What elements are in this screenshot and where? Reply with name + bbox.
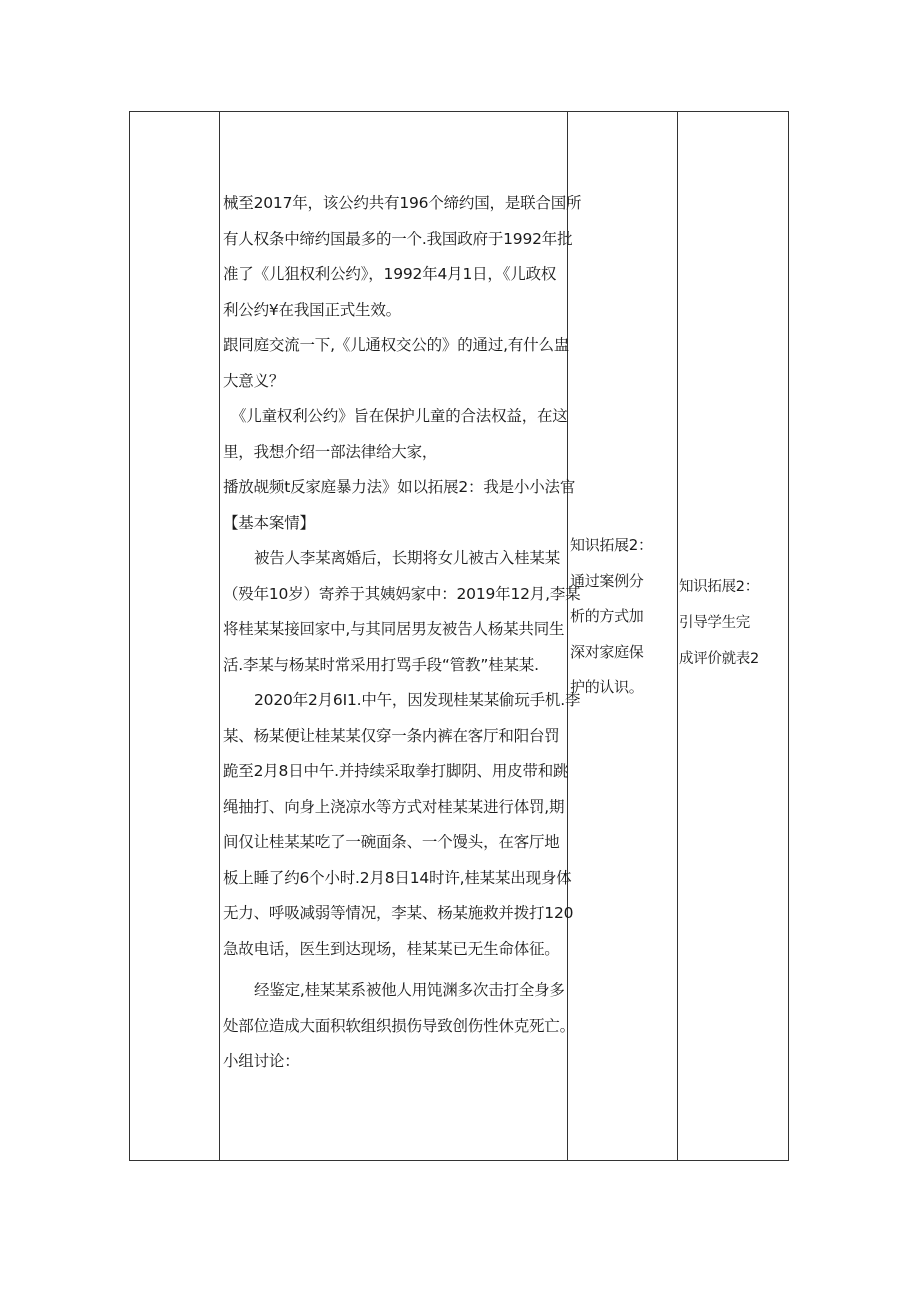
content-line: 利公约¥在我国正式生效。 bbox=[223, 300, 401, 319]
content-line: 大意义？ bbox=[223, 371, 285, 390]
content-line: 间仅让桂某某吃了一碗面条、一个馒头，在客厅地 bbox=[223, 833, 560, 851]
design-intent-cell bbox=[567, 112, 677, 1160]
activity-line: 引导学生完 bbox=[679, 615, 750, 631]
content-line: 被告人李某离婚后，长期将女儿被古入桂某某 bbox=[254, 549, 561, 567]
content-line: 跪至2月8日中午.并持续采取拳打脚阴、用皮带和跳 bbox=[223, 762, 569, 780]
content-line: 2020年2月6I1.中午，因发现桂某某偷玩手机.李 bbox=[254, 691, 581, 709]
intent-line: 护的认识。 bbox=[570, 678, 644, 696]
content-line: 【基本案情】 bbox=[223, 513, 315, 532]
intent-line: 通过案例分 bbox=[570, 571, 644, 590]
content-line: 处部位造成大面积软组织损伤导致创伤性休克死亡。 bbox=[223, 1016, 575, 1035]
content-line: 活.李某与杨某时常采用打骂手段“管教”桂某某. bbox=[223, 655, 539, 674]
content-line: 准了《儿狙权利公约》，1992年4月1日，《儿政权 bbox=[223, 265, 557, 283]
content-line: 急故电话，医生到达现场，桂某某已无生命体征。 bbox=[223, 939, 560, 958]
teaching-content-cell bbox=[219, 112, 582, 1160]
intent-line: 深对家庭保 bbox=[570, 642, 644, 661]
content-line: 有人权条中缔约国最多的一个.我国政府于1992年批 bbox=[223, 229, 573, 248]
content-line: 里，我想介绍一部法律给大家， bbox=[223, 442, 438, 461]
content-line: 板上睡了约6个小时.2月8日14时许,桂某某出现身体 bbox=[223, 868, 572, 887]
content-line: 将桂某某接回家中,与其同居男友被告人杨某共同生 bbox=[223, 620, 565, 638]
content-line: 播放觇频t反家庭暴力法》如以拓展2：我是小小法官 bbox=[223, 478, 576, 496]
student-activity-cell bbox=[677, 112, 790, 1160]
content-line: 经鉴定,桂某某系被他人用饨渊多次击打全身多 bbox=[254, 981, 565, 999]
content-line: （殁年10岁）寄养于其姨妈家中：2019年12月,李某 bbox=[223, 584, 581, 603]
content-line: 绳抽打、向身上浇凉水等方式对桂某某进行体罚,期 bbox=[223, 797, 565, 816]
content-line: 某、杨某便让桂某某仅穿一条内裤在客厅和阳台罚 bbox=[223, 726, 560, 745]
lesson-table bbox=[129, 111, 789, 1161]
content-line: 跟同庭交流一下,《儿通权交公的》的通过,有什么盅 bbox=[223, 336, 570, 354]
content-line: 小组讨论： bbox=[223, 1052, 300, 1070]
content-line: 《儿童权利公约》旨在保护儿童的合法权益，在这 bbox=[231, 407, 568, 425]
intent-line: 析的方式加 bbox=[570, 607, 644, 625]
content-line: 无力、呼吸减弱等情况，李某、杨某施救并拨打120 bbox=[223, 904, 574, 922]
activity-line: 知识拓展2： bbox=[679, 579, 759, 595]
activity-line: 成评价就表2 bbox=[679, 651, 759, 667]
content-line: 械至2017年，该公约共有196个缔约国，是联合国所 bbox=[223, 194, 582, 212]
intent-line: 知识拓展2： bbox=[570, 536, 653, 554]
